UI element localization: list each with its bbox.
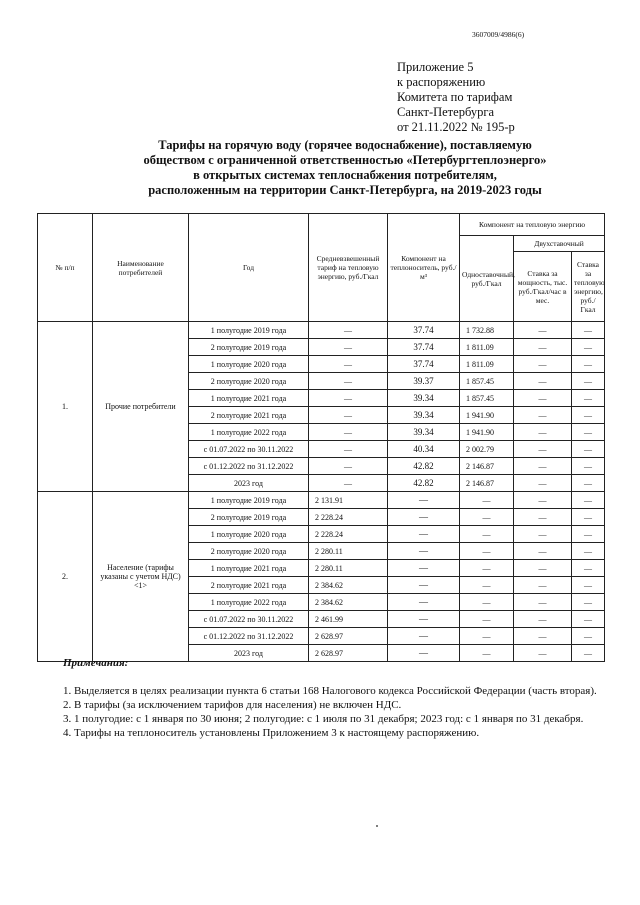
one-part-cell: 2 002.79 [460, 441, 514, 458]
avg-tariff-cell: 2 384.62 [309, 577, 388, 594]
energy-rate-cell: — [572, 645, 605, 662]
carrier-cell: 39.37 [388, 373, 460, 390]
capacity-rate-cell: — [514, 509, 572, 526]
period-cell: 2 полугодие 2019 года [189, 509, 309, 526]
energy-rate-cell: — [572, 611, 605, 628]
header-energy-component: Компонент на тепловую энергию [460, 214, 605, 236]
capacity-rate-cell: — [514, 645, 572, 662]
capacity-rate-cell: — [514, 628, 572, 645]
one-part-cell: — [460, 628, 514, 645]
energy-rate-cell: — [572, 594, 605, 611]
carrier-cell: — [388, 560, 460, 577]
scan-speck [376, 825, 378, 827]
header-one-part: Одноставочный, руб./Гкал [460, 236, 514, 322]
avg-tariff-cell: — [309, 407, 388, 424]
capacity-rate-cell: — [514, 390, 572, 407]
capacity-rate-cell: — [514, 611, 572, 628]
energy-rate-cell: — [572, 628, 605, 645]
avg-tariff-cell: 2 280.11 [309, 543, 388, 560]
avg-tariff-cell: — [309, 424, 388, 441]
avg-tariff-cell: 2 228.24 [309, 509, 388, 526]
period-cell: 1 полугодие 2020 года [189, 526, 309, 543]
avg-tariff-cell: — [309, 373, 388, 390]
avg-tariff-cell: — [309, 441, 388, 458]
carrier-cell: 39.34 [388, 424, 460, 441]
consumer-name: Прочие потребители [93, 322, 189, 492]
note-item: 1. Выделяется в целях реализации пункта 6 статьи 168 Налогового кодекса Российской Федерации (часть вторая). [63, 685, 597, 697]
capacity-rate-cell: — [514, 356, 572, 373]
period-cell: 1 полугодие 2022 года [189, 424, 309, 441]
avg-tariff-cell: 2 628.97 [309, 628, 388, 645]
period-cell: 2 полугодие 2021 года [189, 577, 309, 594]
carrier-cell: 39.34 [388, 390, 460, 407]
appendix-line: Санкт-Петербурга [397, 105, 495, 119]
energy-rate-cell: — [572, 424, 605, 441]
capacity-rate-cell: — [514, 373, 572, 390]
avg-tariff-cell: 2 228.24 [309, 526, 388, 543]
carrier-cell: 39.34 [388, 407, 460, 424]
avg-tariff-cell: 2 131.91 [309, 492, 388, 509]
carrier-cell: 37.74 [388, 322, 460, 339]
carrier-cell: — [388, 509, 460, 526]
energy-rate-cell: — [572, 492, 605, 509]
header-year: Год [189, 214, 309, 322]
notes-list [63, 684, 597, 740]
energy-rate-cell: — [572, 509, 605, 526]
table-body [38, 322, 605, 662]
capacity-rate-cell: — [514, 475, 572, 492]
title-line: расположенным на территории Санкт-Петербурга, на 2019-2023 годы [148, 183, 542, 197]
one-part-cell: 1 811.09 [460, 339, 514, 356]
document-id: 3607009/4986(6) [472, 30, 525, 39]
one-part-cell: 1 857.45 [460, 390, 514, 407]
period-cell: 1 полугодие 2021 года [189, 390, 309, 407]
header-two-part: Двухставочный [514, 236, 605, 252]
title-line: в открытых системах теплоснабжения потребителям, [193, 168, 497, 182]
avg-tariff-cell: — [309, 322, 388, 339]
carrier-cell: — [388, 526, 460, 543]
appendix-header [397, 60, 515, 135]
carrier-cell: — [388, 628, 460, 645]
carrier-cell: 37.74 [388, 339, 460, 356]
note-item: 4. Тарифы на теплоноситель установлены Приложением 3 к настоящему распоряжению. [63, 727, 480, 739]
period-cell: 1 полугодие 2019 года [189, 322, 309, 339]
document-title [120, 138, 570, 198]
group-number: 2. [38, 492, 93, 662]
avg-tariff-cell: 2 280.11 [309, 560, 388, 577]
period-cell: 1 полугодие 2019 года [189, 492, 309, 509]
appendix-line: от 21.11.2022 № 195-р [397, 120, 515, 134]
one-part-cell: 1 811.09 [460, 356, 514, 373]
table-row [38, 322, 605, 339]
header-num: № п/п [38, 214, 93, 322]
one-part-cell: — [460, 611, 514, 628]
capacity-rate-cell: — [514, 424, 572, 441]
period-cell: с 01.07.2022 по 30.11.2022 [189, 611, 309, 628]
one-part-cell: — [460, 560, 514, 577]
capacity-rate-cell: — [514, 492, 572, 509]
period-cell: 1 полугодие 2021 года [189, 560, 309, 577]
one-part-cell: — [460, 492, 514, 509]
energy-rate-cell: — [572, 458, 605, 475]
header-energy-rate: Ставка за тепловую энергию, руб./Гкал [572, 252, 605, 322]
capacity-rate-cell: — [514, 322, 572, 339]
one-part-cell: 1 941.90 [460, 424, 514, 441]
energy-rate-cell: — [572, 543, 605, 560]
notes-title: Примечания: [63, 657, 129, 669]
period-cell: 1 полугодие 2020 года [189, 356, 309, 373]
capacity-rate-cell: — [514, 458, 572, 475]
carrier-cell: 40.34 [388, 441, 460, 458]
avg-tariff-cell: — [309, 390, 388, 407]
carrier-cell: — [388, 594, 460, 611]
one-part-cell: — [460, 543, 514, 560]
period-cell: 1 полугодие 2022 года [189, 594, 309, 611]
energy-rate-cell: — [572, 390, 605, 407]
avg-tariff-cell: — [309, 339, 388, 356]
carrier-cell: — [388, 611, 460, 628]
carrier-cell: — [388, 645, 460, 662]
capacity-rate-cell: — [514, 526, 572, 543]
period-cell: с 01.12.2022 по 31.12.2022 [189, 628, 309, 645]
one-part-cell: 1 857.45 [460, 373, 514, 390]
energy-rate-cell: — [572, 526, 605, 543]
period-cell: 2 полугодие 2019 года [189, 339, 309, 356]
period-cell: 2 полугодие 2020 года [189, 543, 309, 560]
note-item: 3. 1 полугодие: с 1 января по 30 июня; 2 полугодие: с 1 июля по 31 декабря; 2023 год: с 1 января по 31 декабря. [63, 713, 584, 725]
title-line: обществом с ограниченной ответственностью «Петербургтеплоэнерго» [143, 153, 547, 167]
capacity-rate-cell: — [514, 407, 572, 424]
carrier-cell: 42.82 [388, 475, 460, 492]
capacity-rate-cell: — [514, 560, 572, 577]
header-capacity-rate: Ставка за мощность, тыс. руб./Гкал/час в мес. [514, 252, 572, 322]
carrier-cell: — [388, 492, 460, 509]
energy-rate-cell: — [572, 407, 605, 424]
header-consumer: Наименование потребителей [93, 214, 189, 322]
energy-rate-cell: — [572, 560, 605, 577]
carrier-cell: 42.82 [388, 458, 460, 475]
header-avg-tariff: Средневзвешенный тариф на тепловую энергию, руб./Гкал [309, 214, 388, 322]
one-part-cell: — [460, 526, 514, 543]
carrier-cell: 37.74 [388, 356, 460, 373]
capacity-rate-cell: — [514, 577, 572, 594]
period-cell: 2 полугодие 2020 года [189, 373, 309, 390]
group-number: 1. [38, 322, 93, 492]
consumer-name: Население (тарифы указаны с учетом НДС) <1> [93, 492, 189, 662]
one-part-cell: 2 146.87 [460, 458, 514, 475]
appendix-line: Приложение 5 [397, 60, 474, 74]
energy-rate-cell: — [572, 475, 605, 492]
period-cell: 2023 год [189, 645, 309, 662]
energy-rate-cell: — [572, 356, 605, 373]
capacity-rate-cell: — [514, 339, 572, 356]
energy-rate-cell: — [572, 373, 605, 390]
one-part-cell: — [460, 577, 514, 594]
one-part-cell: 1 941.90 [460, 407, 514, 424]
one-part-cell: — [460, 645, 514, 662]
carrier-cell: — [388, 577, 460, 594]
one-part-cell: 1 732.88 [460, 322, 514, 339]
avg-tariff-cell: — [309, 458, 388, 475]
tariff-table [37, 213, 605, 662]
energy-rate-cell: — [572, 322, 605, 339]
period-cell: 2023 год [189, 475, 309, 492]
one-part-cell: — [460, 594, 514, 611]
period-cell: 2 полугодие 2021 года [189, 407, 309, 424]
carrier-cell: — [388, 543, 460, 560]
avg-tariff-cell: — [309, 356, 388, 373]
table-row [38, 492, 605, 509]
capacity-rate-cell: — [514, 543, 572, 560]
appendix-line: Комитета по тарифам [397, 90, 513, 104]
note-item: 2. В тарифы (за исключением тарифов для населения) не включен НДС. [63, 699, 402, 711]
appendix-line: к распоряжению [397, 75, 486, 89]
capacity-rate-cell: — [514, 594, 572, 611]
energy-rate-cell: — [572, 441, 605, 458]
avg-tariff-cell: 2 384.62 [309, 594, 388, 611]
period-cell: с 01.07.2022 по 30.11.2022 [189, 441, 309, 458]
table-header [38, 214, 605, 322]
one-part-cell: 2 146.87 [460, 475, 514, 492]
capacity-rate-cell: — [514, 441, 572, 458]
avg-tariff-cell: 2 628.97 [309, 645, 388, 662]
period-cell: с 01.12.2022 по 31.12.2022 [189, 458, 309, 475]
avg-tariff-cell: 2 461.99 [309, 611, 388, 628]
energy-rate-cell: — [572, 577, 605, 594]
energy-rate-cell: — [572, 339, 605, 356]
header-carrier: Компонент на теплоноситель, руб./м³ [388, 214, 460, 322]
one-part-cell: — [460, 509, 514, 526]
avg-tariff-cell: — [309, 475, 388, 492]
title-line: Тарифы на горячую воду (горячее водоснабжение), поставляемую [158, 138, 532, 152]
